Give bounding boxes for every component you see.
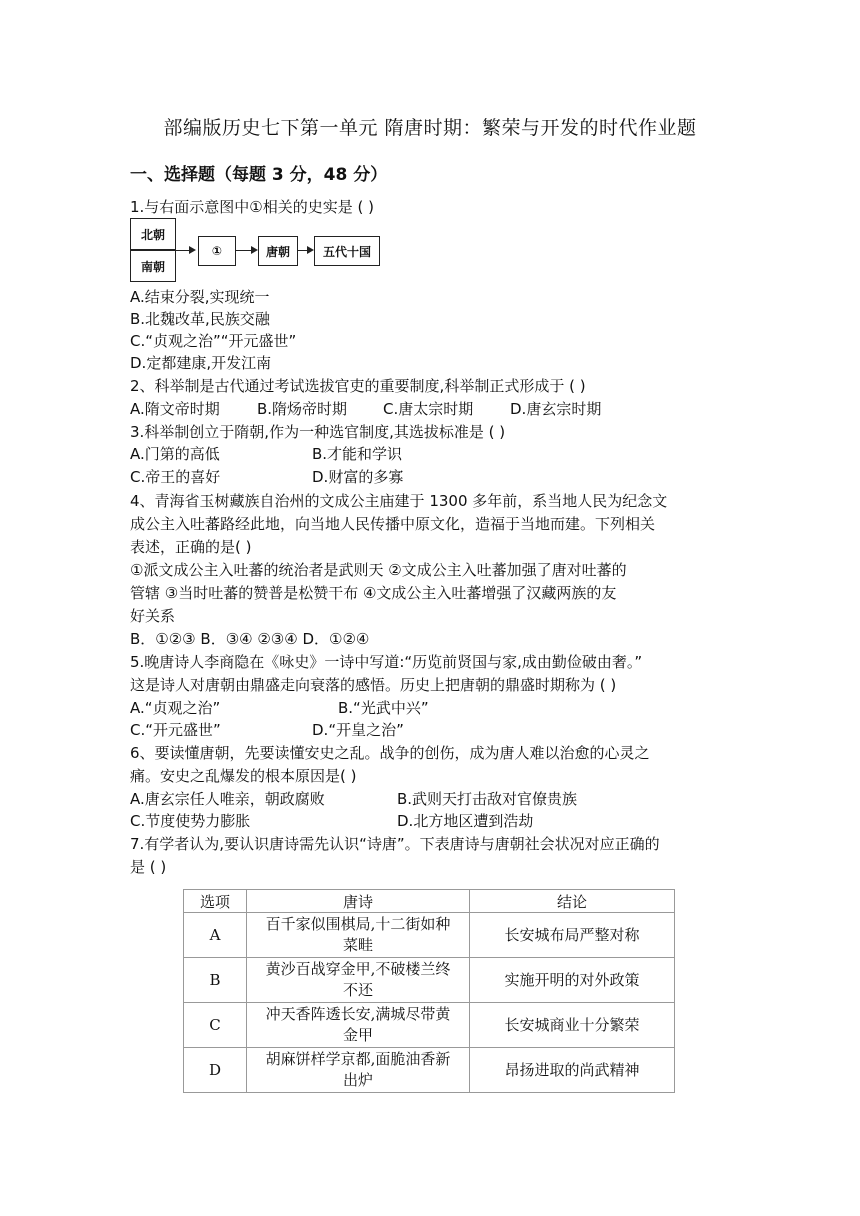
q1-flow-diagram <box>130 218 390 282</box>
q2-stem: 2、科举制是古代通过考试选拔官吏的重要制度,科举制正式形成于 ( ) <box>130 377 586 395</box>
poem-line: 百千家似围棋局,十二街如种 <box>265 915 451 933</box>
q1-option-d: D.定都建康,开发江南 <box>130 354 272 372</box>
diagram-box-tang: 唐朝 <box>258 236 298 266</box>
diagram-box-marker: ① <box>198 236 236 266</box>
q3-stem: 3.科举制创立于隋朝,作为一种选官制度,其选拔标准是 ( ) <box>130 423 506 441</box>
q6-line-2: 痛。安史之乱爆发的根本原因是( ) <box>130 767 357 785</box>
q4-line-6: 好关系 <box>130 607 176 625</box>
diagram-box-five-dynasties: 五代十国 <box>314 236 380 266</box>
q4-line-5: 管辖 ③当时吐蕃的赞普是松赞干布 ④文成公主入吐蕃增强了汉藏两族的友 <box>130 584 617 602</box>
q3-option-b: B.才能和学识 <box>312 445 403 463</box>
poem-line: 黄沙百战穿金甲,不破楼兰终 <box>265 960 451 978</box>
q7-line-2: 是 ( ) <box>130 858 167 876</box>
table-cell-conclusion: 长安城布局严整对称 <box>470 913 675 958</box>
diagram-box-north: 北朝 <box>130 218 176 250</box>
poem-line: 金甲 <box>342 1026 373 1044</box>
q3-option-c: C.帝王的喜好 <box>130 468 221 486</box>
table-header-poem: 唐诗 <box>247 890 470 913</box>
q5-line-2: 这是诗人对唐朝由鼎盛走向衰落的感悟。历史上把唐朝的鼎盛时期称为 ( ) <box>130 676 617 694</box>
poem-line: 胡麻饼样学京都,面脆油香新 <box>265 1050 451 1068</box>
table-cell-option: C <box>184 1003 247 1048</box>
table-cell-poem <box>247 913 470 958</box>
table-row <box>184 1003 675 1048</box>
poem-line: 冲天香阵透长安,满城尽带黄 <box>265 1005 451 1023</box>
q5-option-a: A.“贞观之治” <box>130 699 221 717</box>
q4-line-2: 成公主入吐蕃路经此地，向当地人民传播中原文化，造福于当地而建。下列相关 <box>130 515 656 533</box>
q2-option-c: C.唐太宗时期 <box>383 400 474 418</box>
table-header-row <box>184 890 675 913</box>
table-cell-conclusion: 昂扬进取的尚武精神 <box>470 1048 675 1093</box>
diagram-arrow <box>298 250 312 251</box>
table-cell-option: A <box>184 913 247 958</box>
table-cell-conclusion: 长安城商业十分繁荣 <box>470 1003 675 1048</box>
q5-line-1: 5.晚唐诗人李商隐在《咏史》一诗中写道:“历览前贤国与家,成由勤俭破由奢。” <box>130 653 643 671</box>
q1-option-c: C.“贞观之治”“开元盛世” <box>130 332 297 350</box>
table-cell-poem <box>247 1048 470 1093</box>
q6-option-a: A.唐玄宗任人唯亲，朝政腐败 <box>130 790 325 808</box>
q4-options: B．①②③ B．③④ ②③④ D．①②④ <box>130 630 370 648</box>
q1-stem: 1.与右面示意图中①相关的史实是 ( ) <box>130 198 375 216</box>
q3-option-d: D.财富的多寡 <box>312 468 404 486</box>
diagram-arrow <box>236 250 256 251</box>
table-cell-poem <box>247 958 470 1003</box>
table-cell-option: B <box>184 958 247 1003</box>
q3-option-a: A.门第的高低 <box>130 445 220 463</box>
q6-option-b: B.武则天打击敌对官僚贵族 <box>397 790 578 808</box>
diagram-arrow <box>176 250 194 251</box>
q5-option-b: B.“光武中兴” <box>338 699 429 717</box>
q4-line-3: 表述，正确的是( ) <box>130 538 252 556</box>
q6-option-c: C.节度使势力膨胀 <box>130 812 251 830</box>
q1-option-b: B.北魏改革,民族交融 <box>130 310 270 328</box>
q4-line-1: 4、青海省玉树藏族自治州的文成公主庙建于 1300 多年前，系当地人民为纪念文 <box>130 492 668 510</box>
section-heading: 一、选择题（每题 3 分，48 分） <box>130 165 388 185</box>
table-header-option: 选项 <box>184 890 247 913</box>
page-title: 部编版历史七下第一单元 隋唐时期：繁荣与开发的时代作业题 <box>163 117 697 139</box>
q7-line-1: 7.有学者认为,要认识唐诗需先认识“诗唐”。下表唐诗与唐朝社会状况对应正确的 <box>130 835 660 853</box>
poem-line: 出炉 <box>342 1071 373 1089</box>
q6-line-1: 6、要读懂唐朝，先要读懂安史之乱。战争的创伤，成为唐人难以治愈的心灵之 <box>130 744 650 762</box>
table-row <box>184 958 675 1003</box>
q5-option-d: D.“开皇之治” <box>312 721 404 739</box>
table-header-conclusion: 结论 <box>470 890 675 913</box>
q1-option-a: A.结束分裂,实现统一 <box>130 288 270 306</box>
q4-line-4: ①派文成公主入吐蕃的统治者是武则天 ②文成公主入吐蕃加强了唐对吐蕃的 <box>130 561 627 579</box>
q2-option-d: D.唐玄宗时期 <box>510 400 602 418</box>
q7-poem-table <box>183 889 675 1093</box>
table-cell-poem <box>247 1003 470 1048</box>
diagram-box-south: 南朝 <box>130 250 176 282</box>
table-row <box>184 913 675 958</box>
table-cell-option: D <box>184 1048 247 1093</box>
q2-option-b: B.隋炀帝时期 <box>257 400 348 418</box>
poem-line: 菜畦 <box>342 936 373 954</box>
q6-option-d: D.北方地区遭到浩劫 <box>397 812 534 830</box>
q5-option-c: C.“开元盛世” <box>130 721 221 739</box>
table-cell-conclusion: 实施开明的对外政策 <box>470 958 675 1003</box>
q2-option-a: A.隋文帝时期 <box>130 400 220 418</box>
poem-line: 不还 <box>342 981 373 999</box>
table-row <box>184 1048 675 1093</box>
